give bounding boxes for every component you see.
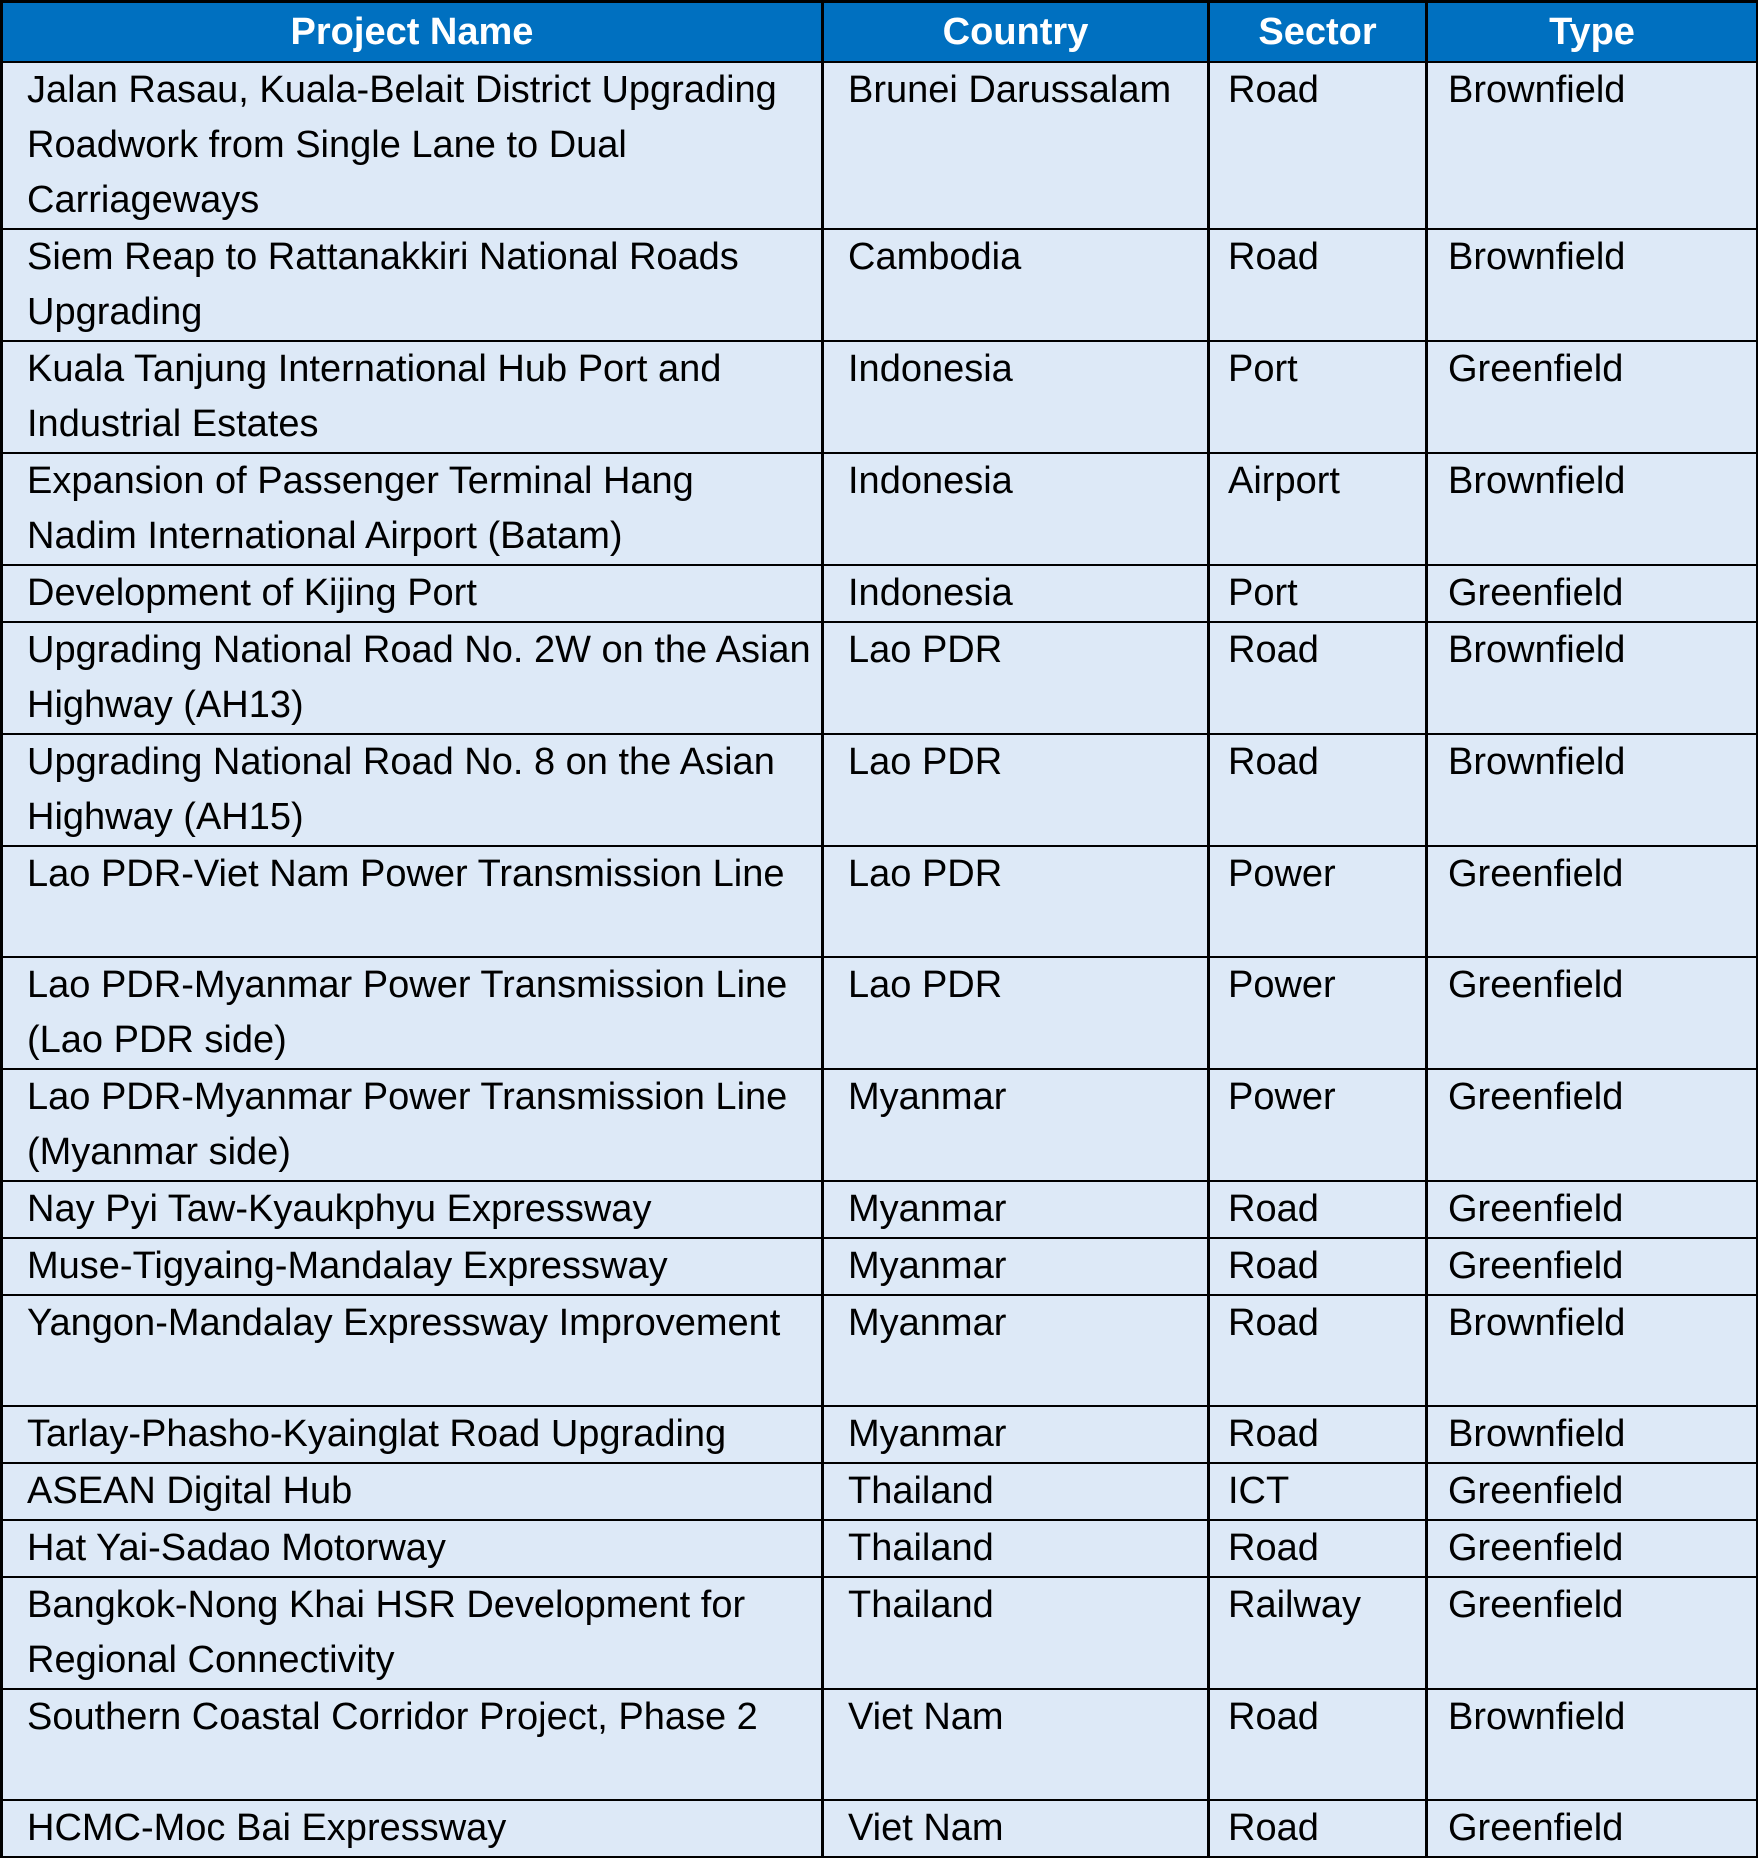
sector-cell: Airport — [1209, 453, 1427, 565]
type-cell: Greenfield — [1427, 565, 1758, 622]
sector-cell: Road — [1209, 1520, 1427, 1577]
table-row — [2, 622, 1758, 734]
country-cell: Lao PDR — [823, 846, 1209, 957]
table-row — [2, 734, 1758, 846]
sector-cell: Power — [1209, 1069, 1427, 1181]
project-name-cell: Nay Pyi Taw-Kyaukphyu Expressway — [2, 1181, 823, 1238]
project-name-cell: ASEAN Digital Hub — [2, 1463, 823, 1520]
country-cell: Viet Nam — [823, 1689, 1209, 1800]
type-cell: Brownfield — [1427, 622, 1758, 734]
project-name-cell: Yangon-Mandalay Expressway Improvement — [2, 1295, 823, 1406]
table-row — [2, 846, 1758, 957]
country-cell: Myanmar — [823, 1069, 1209, 1181]
sector-cell: Road — [1209, 62, 1427, 229]
table-row — [2, 1463, 1758, 1520]
project-name-cell: Hat Yai-Sadao Motorway — [2, 1520, 823, 1577]
project-name-cell: Lao PDR-Myanmar Power Transmission Line (Myanmar side) — [2, 1069, 823, 1181]
project-name-cell: Upgrading National Road No. 2W on the Asian Highway (AH13) — [2, 622, 823, 734]
table-row — [2, 1238, 1758, 1295]
project-name-cell: Bangkok-Nong Khai HSR Development for Regional Connectivity — [2, 1577, 823, 1689]
table-row — [2, 62, 1758, 229]
sector-cell: Port — [1209, 341, 1427, 453]
country-cell: Thailand — [823, 1463, 1209, 1520]
project-name-cell: Lao PDR-Myanmar Power Transmission Line (Lao PDR side) — [2, 957, 823, 1069]
type-cell: Brownfield — [1427, 453, 1758, 565]
table-row — [2, 1295, 1758, 1406]
table-row — [2, 1800, 1758, 1857]
type-cell: Greenfield — [1427, 1577, 1758, 1689]
sector-cell: Road — [1209, 1800, 1427, 1857]
country-cell: Indonesia — [823, 453, 1209, 565]
header-type: Type — [1427, 2, 1758, 63]
project-name-cell: Siem Reap to Rattanakkiri National Roads Upgrading — [2, 229, 823, 341]
country-cell: Lao PDR — [823, 622, 1209, 734]
sector-cell: Power — [1209, 846, 1427, 957]
type-cell: Greenfield — [1427, 846, 1758, 957]
project-name-cell: Tarlay-Phasho-Kyainglat Road Upgrading — [2, 1406, 823, 1463]
type-cell: Greenfield — [1427, 1520, 1758, 1577]
sector-cell: Road — [1209, 734, 1427, 846]
country-cell: Indonesia — [823, 565, 1209, 622]
table-row — [2, 341, 1758, 453]
table-row — [2, 1689, 1758, 1800]
table-row — [2, 453, 1758, 565]
project-name-cell: Kuala Tanjung International Hub Port and Industrial Estates — [2, 341, 823, 453]
type-cell: Greenfield — [1427, 1069, 1758, 1181]
type-cell: Greenfield — [1427, 1463, 1758, 1520]
header-country: Country — [823, 2, 1209, 63]
table-row — [2, 1520, 1758, 1577]
country-cell: Thailand — [823, 1577, 1209, 1689]
sector-cell: Road — [1209, 1295, 1427, 1406]
country-cell: Lao PDR — [823, 734, 1209, 846]
table-row — [2, 1406, 1758, 1463]
sector-cell: Road — [1209, 1406, 1427, 1463]
project-name-cell: Muse-Tigyaing-Mandalay Expressway — [2, 1238, 823, 1295]
sector-cell: Road — [1209, 1689, 1427, 1800]
type-cell: Brownfield — [1427, 229, 1758, 341]
country-cell: Thailand — [823, 1520, 1209, 1577]
type-cell: Brownfield — [1427, 62, 1758, 229]
header-row — [2, 2, 1758, 63]
country-cell: Brunei Darussalam — [823, 62, 1209, 229]
project-name-cell: Lao PDR-Viet Nam Power Transmission Line — [2, 846, 823, 957]
table-row — [2, 957, 1758, 1069]
country-cell: Myanmar — [823, 1238, 1209, 1295]
type-cell: Greenfield — [1427, 957, 1758, 1069]
country-cell: Indonesia — [823, 341, 1209, 453]
type-cell: Greenfield — [1427, 341, 1758, 453]
type-cell: Greenfield — [1427, 1800, 1758, 1857]
type-cell: Brownfield — [1427, 1295, 1758, 1406]
type-cell: Brownfield — [1427, 734, 1758, 846]
table-row — [2, 565, 1758, 622]
sector-cell: Port — [1209, 565, 1427, 622]
type-cell: Greenfield — [1427, 1181, 1758, 1238]
country-cell: Lao PDR — [823, 957, 1209, 1069]
country-cell: Cambodia — [823, 229, 1209, 341]
country-cell: Myanmar — [823, 1295, 1209, 1406]
project-name-cell: Development of Kijing Port — [2, 565, 823, 622]
sector-cell: Road — [1209, 622, 1427, 734]
country-cell: Viet Nam — [823, 1800, 1209, 1857]
sector-cell: ICT — [1209, 1463, 1427, 1520]
project-name-cell: Southern Coastal Corridor Project, Phase 2 — [2, 1689, 823, 1800]
header-project-name: Project Name — [2, 2, 823, 63]
type-cell: Brownfield — [1427, 1406, 1758, 1463]
table-row — [2, 1069, 1758, 1181]
sector-cell: Road — [1209, 1238, 1427, 1295]
project-name-cell: Upgrading National Road No. 8 on the Asian Highway (AH15) — [2, 734, 823, 846]
country-cell: Myanmar — [823, 1181, 1209, 1238]
table-row — [2, 229, 1758, 341]
sector-cell: Railway — [1209, 1577, 1427, 1689]
sector-cell: Road — [1209, 1181, 1427, 1238]
country-cell: Myanmar — [823, 1406, 1209, 1463]
sector-cell: Road — [1209, 229, 1427, 341]
project-name-cell: Expansion of Passenger Terminal Hang Nadim International Airport (Batam) — [2, 453, 823, 565]
sector-cell: Power — [1209, 957, 1427, 1069]
project-name-cell: Jalan Rasau, Kuala-Belait District Upgrading Roadwork from Single Lane to Dual Carriageways — [2, 62, 823, 229]
header-sector: Sector — [1209, 2, 1427, 63]
type-cell: Greenfield — [1427, 1238, 1758, 1295]
type-cell: Brownfield — [1427, 1689, 1758, 1800]
project-name-cell: HCMC-Moc Bai Expressway — [2, 1800, 823, 1857]
table-row — [2, 1577, 1758, 1689]
table-row — [2, 1181, 1758, 1238]
